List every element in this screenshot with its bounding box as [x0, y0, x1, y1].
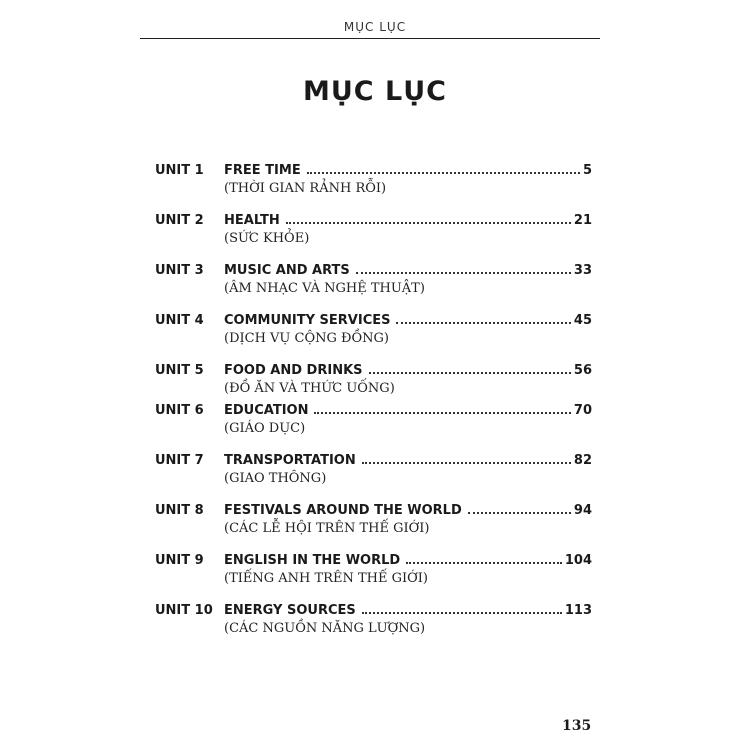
page-number: 82	[573, 453, 592, 468]
dot-leader	[468, 512, 571, 514]
dot-leader	[314, 412, 570, 414]
page-number: 21	[573, 213, 592, 228]
unit-subtitle: (DỊCH VỤ CỘNG ĐỒNG)	[224, 331, 390, 346]
unit-number: UNIT 3	[155, 263, 204, 278]
dot-leader	[307, 172, 580, 174]
unit-title: FESTIVALS AROUND THE WORLD	[224, 503, 462, 518]
toc-entry-unit-8[interactable]	[155, 502, 592, 538]
dot-leader	[362, 462, 571, 464]
toc-entry-unit-5[interactable]	[155, 362, 592, 398]
unit-title: ENGLISH IN THE WORLD	[224, 553, 401, 568]
dot-leader	[369, 372, 571, 374]
toc-entry-unit-6[interactable]	[155, 402, 592, 438]
unit-subtitle: (SỨC KHỎE)	[224, 231, 310, 246]
toc-entry-unit-3[interactable]	[155, 262, 592, 298]
unit-number: UNIT 4	[155, 313, 204, 328]
page-number: 33	[573, 263, 592, 278]
toc-entry-unit-10[interactable]	[155, 602, 592, 638]
unit-title: COMMUNITY SERVICES	[224, 313, 391, 328]
page-number: 45	[573, 313, 592, 328]
unit-title: HEALTH	[224, 213, 280, 228]
unit-title: FOOD AND DRINKS	[224, 363, 363, 378]
page-number: 94	[573, 503, 592, 518]
unit-title: FREE TIME	[224, 163, 301, 178]
running-head: MỤC LỤC	[343, 20, 407, 34]
page-number: 70	[573, 403, 592, 418]
unit-subtitle: (THỜI GIAN RẢNH RỖI)	[224, 181, 387, 196]
unit-number: UNIT 6	[155, 403, 204, 418]
page-number: 113	[564, 603, 592, 618]
dot-leader	[362, 612, 562, 614]
dot-leader	[286, 222, 571, 224]
unit-subtitle: (ĐỒ ĂN VÀ THỨC UỐNG)	[224, 381, 395, 396]
page-folio: 135	[562, 718, 592, 734]
page-number: 56	[573, 363, 592, 378]
dot-leader	[406, 562, 562, 564]
page-number: 5	[582, 163, 592, 178]
table-of-contents	[155, 162, 592, 636]
unit-subtitle: (CÁC LỄ HỘI TRÊN THẾ GIỚI)	[224, 521, 430, 536]
unit-subtitle: (GIÁO DỤC)	[224, 421, 306, 436]
unit-number: UNIT 10	[155, 603, 213, 618]
dot-leader	[396, 322, 570, 324]
page-number: 104	[564, 553, 592, 568]
unit-title: MUSIC AND ARTS	[224, 263, 350, 278]
header-rule	[140, 38, 600, 39]
toc-entry-unit-4[interactable]	[155, 312, 592, 348]
toc-entry-unit-7[interactable]	[155, 452, 592, 488]
unit-subtitle: (TIẾNG ANH TRÊN THẾ GIỚI)	[224, 571, 428, 586]
unit-number: UNIT 8	[155, 503, 204, 518]
toc-entry-unit-9[interactable]	[155, 552, 592, 588]
unit-number: UNIT 9	[155, 553, 204, 568]
toc-entry-unit-2[interactable]	[155, 212, 592, 248]
dot-leader	[356, 272, 571, 274]
unit-subtitle: (GIAO THÔNG)	[224, 471, 327, 486]
toc-entry-unit-1[interactable]	[155, 162, 592, 198]
unit-subtitle: (CÁC NGUỒN NĂNG LƯỢNG)	[224, 621, 426, 636]
unit-number: UNIT 1	[155, 163, 204, 178]
unit-number: UNIT 7	[155, 453, 204, 468]
unit-number: UNIT 5	[155, 363, 204, 378]
unit-title: TRANSPORTATION	[224, 453, 356, 468]
unit-number: UNIT 2	[155, 213, 204, 228]
unit-title: EDUCATION	[224, 403, 309, 418]
unit-subtitle: (ÂM NHẠC VÀ NGHỆ THUẬT)	[224, 281, 425, 296]
page-title: MỤC LỤC	[303, 76, 447, 107]
unit-title: ENERGY SOURCES	[224, 603, 356, 618]
